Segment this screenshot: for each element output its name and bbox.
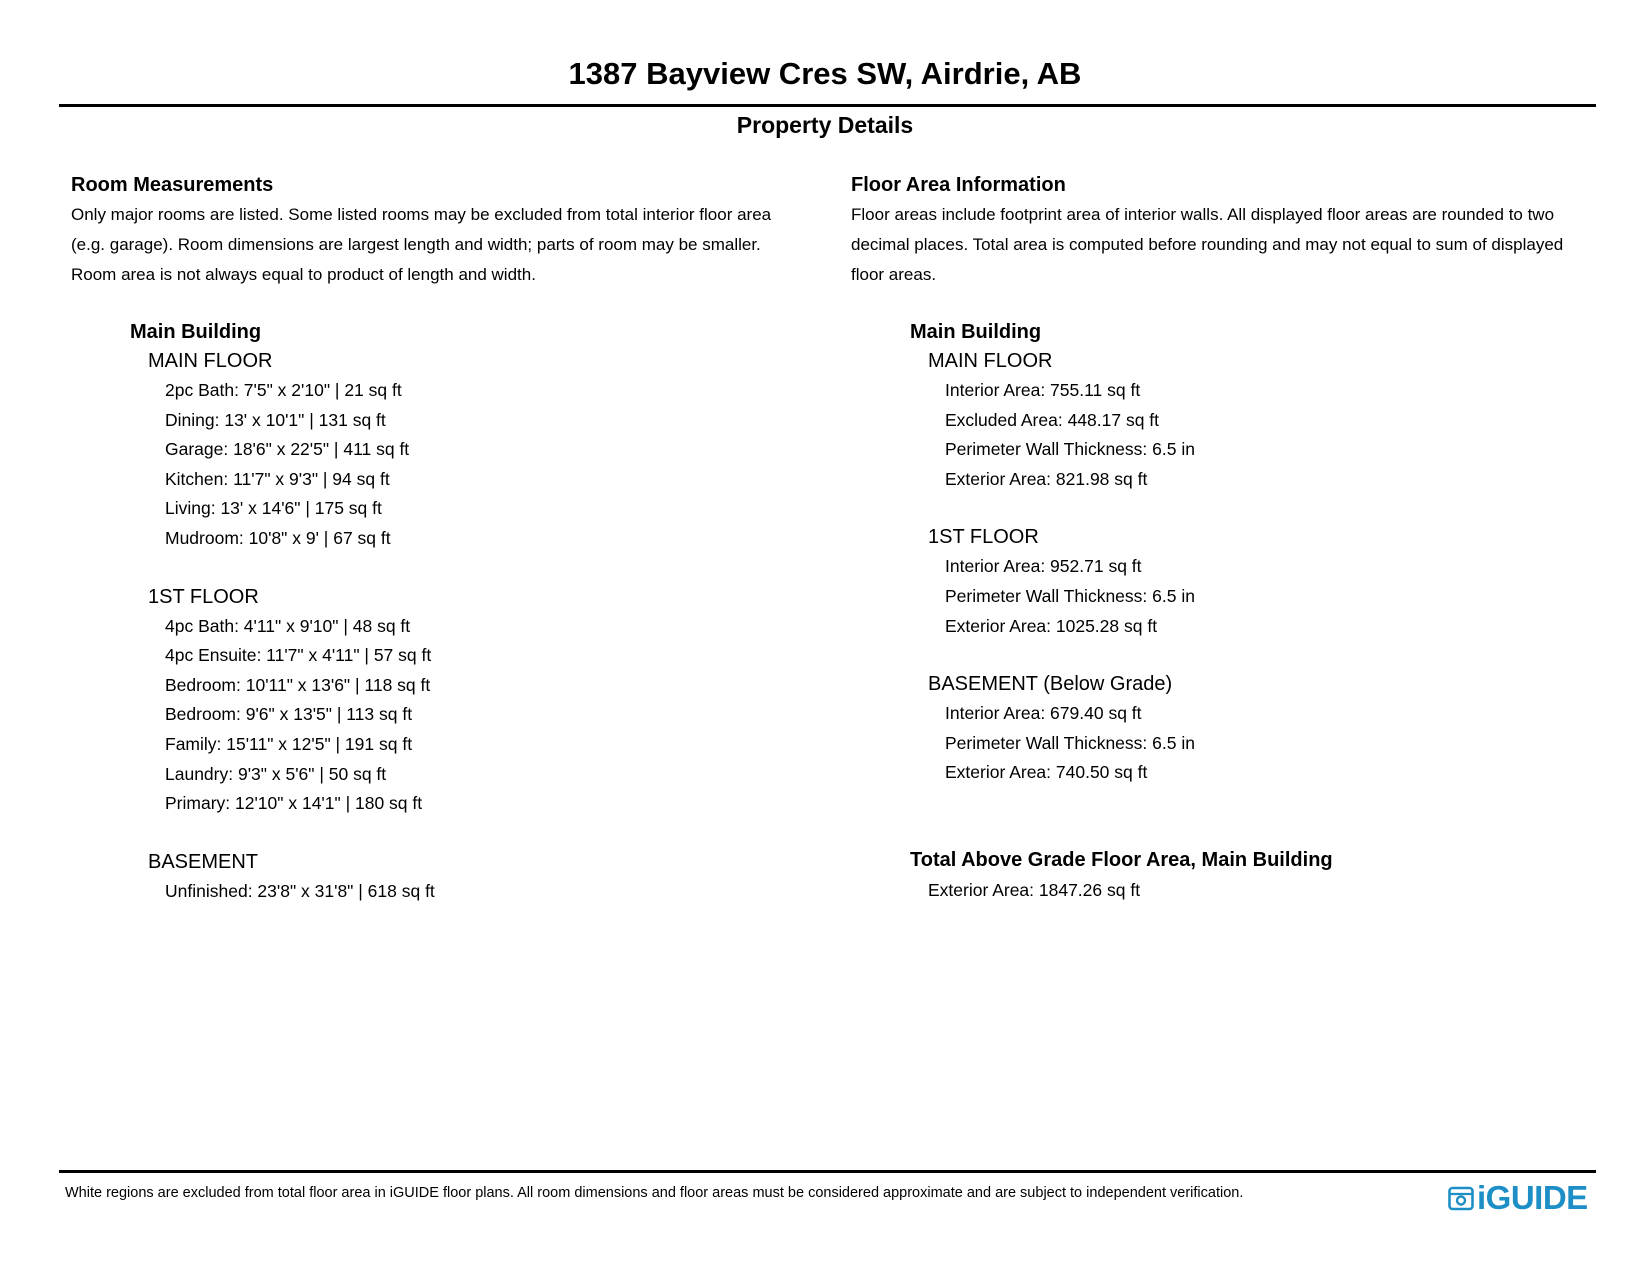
- area-item: Exterior Area: 821.98 sq ft: [945, 468, 1148, 489]
- room-item: 4pc Bath: 4'11" x 9'10" | 48 sq ft: [165, 615, 411, 636]
- area-item: Interior Area: 679.40 sq ft: [945, 703, 1142, 724]
- room-item: Mudroom: 10'8" x 9' | 67 sq ft: [165, 527, 391, 548]
- area-item: Exterior Area: 740.50 sq ft: [945, 762, 1148, 783]
- description-line: Room area is not always equal to product of length and width.: [71, 265, 536, 284]
- total-area-heading: Total Above Grade Floor Area, Main Building: [910, 848, 1333, 871]
- floor-name: MAIN FLOOR: [928, 350, 1053, 372]
- floor-basement: [71, 848, 831, 907]
- floor-area-heading: Floor Area Information: [851, 174, 1066, 196]
- room-item: Dining: 13' x 10'1" | 131 sq ft: [165, 409, 386, 430]
- footer-disclaimer: White regions are excluded from total floor area in iGUIDE floor plans. All room dimensions and floor areas must be considered approximate and are subject to independent verification.: [65, 1185, 1244, 1201]
- description-line: Only major rooms are listed. Some listed rooms may be excluded from total interior floor area: [71, 205, 772, 224]
- iguide-logo-text: iGUIDE: [1477, 1179, 1588, 1216]
- page-subtitle: Property Details: [736, 112, 914, 138]
- area-building-block: [851, 317, 1611, 788]
- room-item: Garage: 18'6" x 22'5" | 411 sq ft: [165, 439, 410, 460]
- area-floor-first: [851, 523, 1611, 641]
- header-divider: [59, 104, 1596, 107]
- iguide-camera-icon: [1448, 1185, 1474, 1211]
- floor-name: BASEMENT (Below Grade): [928, 673, 1173, 696]
- area-item: Perimeter Wall Thickness: 6.5 in: [945, 585, 1195, 606]
- room-building-block: [71, 317, 831, 906]
- room-item: Laundry: 9'3" x 5'6" | 50 sq ft: [165, 763, 387, 784]
- total-area-block: [851, 845, 1611, 905]
- description-line: (e.g. garage). Room dimensions are largest length and width; parts of room may be smaller.: [71, 235, 761, 254]
- description-line: Floor areas include footprint area of interior walls. All displayed floor areas are rounded to two: [851, 205, 1555, 224]
- room-measurements-heading: Room Measurements: [71, 174, 274, 196]
- room-item: Unfinished: 23'8" x 31'8" | 618 sq ft: [165, 880, 435, 901]
- room-item: Bedroom: 10'11" x 13'6" | 118 sq ft: [165, 674, 431, 695]
- building-name: Main Building: [130, 321, 262, 343]
- description-line: floor areas.: [851, 265, 937, 284]
- area-floor-main: [851, 347, 1611, 494]
- floor-name: 1ST FLOOR: [148, 585, 259, 608]
- room-measurements-section: [71, 170, 831, 906]
- room-item: Family: 15'11" x 12'5" | 191 sq ft: [165, 733, 413, 754]
- room-item: Primary: 12'10" x 14'1" | 180 sq ft: [165, 793, 423, 814]
- floor-first: [71, 583, 831, 819]
- building-name: Main Building: [910, 321, 1042, 343]
- room-item: 4pc Ensuite: 11'7" x 4'11" | 57 sq ft: [165, 645, 432, 666]
- iguide-logo: [1448, 1180, 1588, 1216]
- floor-main: [71, 347, 831, 554]
- room-item: Living: 13' x 14'6" | 175 sq ft: [165, 498, 382, 519]
- page-title: 1387 Bayview Cres SW, Airdrie, AB: [568, 56, 1082, 91]
- floor-area-section: [851, 170, 1611, 905]
- area-item: Exterior Area: 1025.28 sq ft: [945, 615, 1158, 636]
- room-item: Kitchen: 11'7" x 9'3" | 94 sq ft: [165, 468, 390, 489]
- area-floor-basement: [851, 670, 1611, 788]
- room-item: 2pc Bath: 7'5" x 2'10" | 21 sq ft: [165, 380, 402, 400]
- footer-divider: [59, 1170, 1596, 1173]
- description-line: decimal places. Total area is computed before rounding and may not equal to sum of displayed: [851, 235, 1564, 254]
- floor-name: BASEMENT: [148, 850, 259, 873]
- area-item: Interior Area: 755.11 sq ft: [945, 380, 1141, 400]
- area-item: Perimeter Wall Thickness: 6.5 in: [945, 439, 1195, 460]
- floor-name: 1ST FLOOR: [928, 526, 1039, 549]
- area-item: Interior Area: 952.71 sq ft: [945, 556, 1142, 577]
- room-measurements-description: [71, 200, 831, 290]
- area-item: Perimeter Wall Thickness: 6.5 in: [945, 732, 1195, 753]
- floor-area-description: [851, 200, 1611, 290]
- area-item: Excluded Area: 448.17 sq ft: [945, 409, 1160, 430]
- total-area-value: Exterior Area: 1847.26 sq ft: [928, 879, 1141, 900]
- floor-name: MAIN FLOOR: [148, 350, 273, 372]
- room-item: Bedroom: 9'6" x 13'5" | 113 sq ft: [165, 704, 413, 725]
